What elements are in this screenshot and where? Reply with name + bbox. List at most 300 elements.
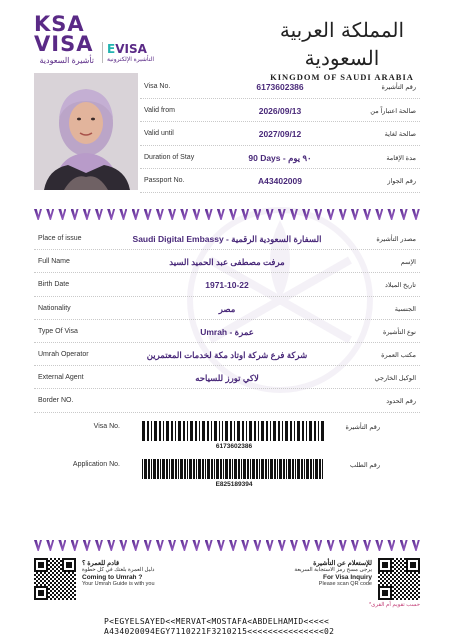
qr-module	[38, 582, 40, 584]
qr-module	[414, 592, 416, 594]
visa-inquiry-qr-code[interactable]	[378, 558, 420, 600]
qr-module	[44, 572, 46, 574]
visa-footer	[34, 554, 420, 606]
qr-module	[398, 564, 400, 566]
qr-module	[382, 576, 384, 578]
field-value: 2027/09/12	[258, 129, 302, 139]
qr-module	[396, 558, 398, 560]
qr-module	[418, 572, 420, 574]
qr-module	[398, 584, 400, 586]
qr-module	[400, 598, 402, 600]
qr-module	[50, 594, 52, 596]
qr-module	[52, 560, 54, 562]
portrait-image	[34, 73, 138, 190]
barcode-number: 6173602386	[215, 443, 253, 450]
qr-module	[60, 560, 62, 562]
visa-header	[0, 0, 452, 82]
qr-module	[404, 586, 406, 588]
qr-module	[56, 580, 58, 582]
qr-module	[386, 576, 388, 578]
qr-module	[48, 568, 50, 570]
qr-module	[402, 596, 404, 598]
qr-module	[50, 582, 52, 584]
qr-module	[396, 586, 398, 588]
qr-code-icon	[34, 558, 76, 600]
barcode-gap	[323, 459, 324, 479]
qr-module	[410, 592, 412, 594]
qr-module	[398, 588, 400, 590]
qr-module	[52, 576, 54, 578]
qr-module	[398, 576, 400, 578]
qr-module	[62, 574, 64, 576]
qr-module	[52, 584, 54, 586]
qr-module	[410, 588, 412, 590]
qr-module	[62, 586, 64, 588]
chevron-mark	[95, 209, 103, 220]
qr-module	[50, 570, 52, 572]
chevron-mark	[71, 540, 79, 551]
chevron-divider-bottom	[34, 540, 420, 552]
qr-module	[60, 584, 62, 586]
qr-module	[54, 594, 56, 596]
barcode-label-arabic: رقم التأشيرة	[345, 424, 380, 431]
qr-module	[378, 580, 380, 582]
qr-module	[414, 596, 416, 598]
qr-module	[52, 592, 54, 594]
qr-module	[392, 566, 394, 568]
visa-inquiry-title-ar: للإستعلام عن التأشيرة	[313, 560, 372, 567]
qr-module	[68, 576, 70, 578]
qr-module	[56, 592, 58, 594]
qr-module	[74, 578, 76, 580]
qr-module	[40, 576, 42, 578]
field-value: A43402009	[258, 176, 302, 186]
qr-module	[406, 596, 408, 598]
qr-module	[416, 582, 418, 584]
qr-module	[66, 562, 72, 568]
secondary-fields	[34, 227, 420, 413]
chevron-mark	[363, 540, 371, 551]
qr-module	[54, 558, 56, 560]
qr-module	[72, 572, 74, 574]
qr-module	[396, 598, 398, 600]
qr-module	[412, 594, 414, 596]
qr-module	[414, 580, 416, 582]
qr-module	[394, 592, 396, 594]
visa-barcode	[142, 421, 326, 441]
chevron-mark	[71, 209, 79, 220]
qr-module	[394, 588, 396, 590]
qr-module	[408, 586, 410, 588]
qr-module	[48, 576, 50, 578]
chevron-mark	[144, 540, 152, 551]
qr-module	[58, 586, 60, 588]
field-row-valid-until	[140, 122, 420, 146]
chevron-mark	[351, 540, 359, 551]
qr-module	[404, 598, 406, 600]
field-label: Nationality	[38, 304, 71, 312]
field-label: Full Name	[38, 258, 70, 266]
qr-module	[48, 580, 50, 582]
qr-module	[50, 586, 52, 588]
chevron-mark	[83, 540, 91, 551]
qr-module	[70, 594, 72, 596]
qr-module	[378, 576, 380, 578]
qr-module	[74, 598, 76, 600]
field-value: شركة فرع شركة اوتاد مكة لخدمات المعتمرين	[146, 349, 308, 360]
qr-module	[72, 576, 74, 578]
qr-module	[396, 574, 398, 576]
qr-module	[398, 596, 400, 598]
barcode-label: Visa No.	[93, 423, 120, 430]
qr-module	[72, 580, 74, 582]
qr-module	[392, 582, 394, 584]
qr-module	[70, 590, 72, 592]
qr-module	[60, 564, 62, 566]
field-label: Duration of Stay	[144, 153, 195, 161]
qr-module	[402, 592, 404, 594]
qr-module	[400, 578, 402, 580]
visa-inquiry-sub-ar: يرجى مسح رمز الاستجابة السريعة	[294, 567, 372, 573]
field-label-arabic: رقم التأشيرة	[381, 84, 416, 91]
qr-module	[418, 580, 420, 582]
qr-module	[42, 578, 44, 580]
visa-inquiry-title-en: For Visa Inquiry	[322, 574, 372, 581]
qr-module	[60, 588, 62, 590]
qr-module	[410, 572, 412, 574]
qr-module	[408, 598, 410, 600]
umrah-guide-sub-ar: دليل العمرة بلغتك في كل خطوة	[82, 567, 155, 573]
mrz-line-1: P<EGYELSAYED<<MERVAT<MOSTAFA<ABDELHAMID<<<<<	[104, 617, 330, 626]
qr-module	[66, 598, 68, 600]
qr-module	[392, 574, 394, 576]
qr-module	[62, 590, 64, 592]
qr-module	[398, 580, 400, 582]
qr-module	[404, 570, 406, 572]
qr-module	[382, 580, 384, 582]
kingdom-arabic-title: المملكة العربية السعودية	[279, 18, 405, 70]
qr-module	[404, 574, 406, 576]
chevron-mark	[217, 540, 225, 551]
qr-module	[52, 564, 54, 566]
qr-module	[392, 562, 394, 564]
qr-module	[58, 578, 60, 580]
application-barcode-block	[70, 459, 390, 495]
qr-module	[52, 572, 54, 574]
qr-module	[60, 576, 62, 578]
qr-module	[394, 596, 396, 598]
chevron-mark	[192, 540, 200, 551]
field-label: Valid until	[144, 130, 174, 137]
umrah-guide-sub-en: Your Umrah Guide is with you	[82, 581, 155, 587]
qr-module	[408, 594, 410, 596]
qr-module	[416, 574, 418, 576]
chevron-mark	[156, 540, 164, 551]
qr-module	[56, 572, 58, 574]
qr-module	[56, 568, 58, 570]
field-value: Umrah - عمرة	[200, 326, 254, 337]
evisa-logo-arabic: التأشيرة الإلكترونية	[107, 57, 155, 63]
qr-module	[62, 578, 64, 580]
qr-module	[404, 582, 406, 584]
qr-module	[38, 574, 40, 576]
qr-module	[392, 570, 394, 572]
chevron-mark	[290, 540, 298, 551]
qr-module	[74, 590, 76, 592]
qr-module	[50, 598, 52, 600]
qr-module	[414, 572, 416, 574]
holder-photo	[34, 73, 138, 190]
qr-module	[68, 588, 70, 590]
qr-module	[400, 566, 402, 568]
field-label-arabic: نوع التأشيرة	[383, 328, 416, 336]
field-label-arabic: الوكيل الخارجي	[374, 375, 416, 383]
chevron-mark	[119, 540, 127, 551]
mrz-line-2: A434020094EGY7110221F3210215<<<<<<<<<<<<<<<02	[104, 627, 335, 636]
qr-module	[46, 574, 48, 576]
qr-module	[404, 578, 406, 580]
qr-module	[58, 590, 60, 592]
qr-module	[380, 582, 382, 584]
qr-module	[44, 580, 46, 582]
field-label-arabic: الإسم	[400, 259, 416, 267]
chevron-mark	[241, 540, 249, 551]
barcode-number: E825189394	[215, 481, 253, 488]
qr-module	[410, 580, 412, 582]
qr-module	[52, 596, 54, 598]
qr-module	[70, 578, 72, 580]
visa-inquiry-text	[294, 560, 372, 588]
qr-module	[392, 590, 394, 592]
qr-module	[388, 578, 390, 580]
field-label: External Agent	[38, 374, 84, 382]
umrah-guide-qr-code[interactable]	[34, 558, 76, 600]
qr-module	[68, 572, 70, 574]
qr-module	[70, 598, 72, 600]
qr-module	[402, 572, 404, 574]
qr-module	[54, 578, 56, 580]
qr-module	[34, 578, 36, 580]
field-label-arabic: صالحة لغاية	[384, 131, 416, 138]
qr-module	[52, 580, 54, 582]
qr-module	[416, 578, 418, 580]
chevron-mark	[83, 209, 91, 220]
qr-module	[56, 584, 58, 586]
chevron-mark	[302, 540, 310, 551]
qr-module	[396, 566, 398, 568]
field-value: 6173602386	[256, 82, 304, 92]
field-label: Border NO.	[38, 397, 74, 405]
umrah-guide-text	[82, 560, 155, 588]
chevron-mark	[58, 540, 66, 551]
field-label-arabic: رقم الجواز	[387, 178, 416, 185]
qr-module	[386, 572, 388, 574]
qr-module	[408, 590, 410, 592]
qr-module	[68, 580, 70, 582]
qr-module	[58, 566, 60, 568]
qr-module	[68, 592, 70, 594]
field-value: 1971-10-22	[205, 280, 249, 291]
qr-module	[50, 562, 52, 564]
qr-module	[412, 590, 414, 592]
qr-module	[410, 584, 412, 586]
qr-module	[394, 580, 396, 582]
qr-module	[38, 562, 44, 568]
qr-module	[414, 576, 416, 578]
qr-module	[72, 584, 74, 586]
chevron-mark	[314, 540, 322, 551]
qr-module	[48, 572, 50, 574]
qr-module	[386, 584, 388, 586]
qr-module	[382, 572, 384, 574]
qr-module	[386, 580, 388, 582]
qr-module	[378, 584, 380, 586]
qr-module	[44, 584, 46, 586]
qr-module	[410, 596, 412, 598]
qr-module	[416, 594, 418, 596]
qr-module	[50, 558, 52, 560]
qr-module	[36, 580, 38, 582]
field-row-external-agent	[34, 366, 420, 389]
qr-module	[400, 586, 402, 588]
qr-module	[58, 558, 60, 560]
qr-module	[392, 598, 394, 600]
evisa-logo-e: E	[107, 42, 116, 56]
qr-module	[72, 592, 74, 594]
qr-module	[46, 582, 48, 584]
qr-module	[70, 586, 72, 588]
qr-module	[54, 562, 56, 564]
qr-module	[396, 594, 398, 596]
qr-module	[74, 594, 76, 596]
chevron-mark	[46, 209, 54, 220]
chevron-mark	[107, 540, 115, 551]
chevron-mark	[205, 540, 213, 551]
field-row-nationality	[34, 297, 420, 320]
qr-module	[392, 578, 394, 580]
qr-module	[382, 590, 388, 596]
qr-module	[388, 582, 390, 584]
chevron-mark	[180, 540, 188, 551]
qr-module	[398, 568, 400, 570]
qr-module	[48, 588, 50, 590]
chevron-mark	[266, 540, 274, 551]
qr-module	[412, 582, 414, 584]
field-label: Valid from	[144, 106, 175, 114]
qr-module	[396, 590, 398, 592]
chevron-mark	[278, 540, 286, 551]
qr-module	[382, 562, 388, 568]
chevron-mark	[412, 209, 420, 220]
qr-module	[404, 590, 406, 592]
qr-module	[48, 596, 50, 598]
qr-module	[66, 586, 68, 588]
field-row-passport-no	[140, 169, 420, 193]
qr-module	[416, 598, 418, 600]
machine-readable-zone	[104, 617, 334, 637]
primary-fields	[140, 75, 420, 193]
qr-module	[60, 580, 62, 582]
chevron-mark	[327, 540, 335, 551]
field-value: مرفت مصطفى عبد الحميد السيد	[169, 257, 285, 268]
qr-module	[400, 562, 402, 564]
qr-module	[412, 598, 414, 600]
qr-module	[60, 592, 62, 594]
qr-module	[70, 574, 72, 576]
kingdom-emblem	[262, 16, 422, 82]
qr-module	[408, 582, 410, 584]
qr-module	[418, 592, 420, 594]
qr-module	[402, 584, 404, 586]
qr-module	[402, 580, 404, 582]
visa-inquiry-sub-en: Please scan QR code	[318, 581, 372, 587]
chevron-mark	[46, 540, 54, 551]
field-value: مصر	[218, 303, 236, 314]
field-label: Umrah Operator	[38, 350, 89, 358]
field-label: Passport No.	[144, 177, 185, 184]
qr-module	[56, 596, 58, 598]
qr-module	[66, 594, 68, 596]
qr-module	[406, 584, 408, 586]
qr-module	[412, 574, 414, 576]
qr-module	[50, 574, 52, 576]
chevron-mark	[400, 540, 408, 551]
qr-module	[58, 562, 60, 564]
qr-module	[58, 570, 60, 572]
qr-module	[60, 572, 62, 574]
qr-module	[406, 588, 408, 590]
qr-module	[58, 582, 60, 584]
qr-module	[38, 578, 40, 580]
qr-module	[380, 574, 382, 576]
qr-module	[62, 598, 64, 600]
qr-module	[68, 596, 70, 598]
kingdom-english-title: KINGDOM OF SAUDI ARABIA	[270, 72, 414, 82]
application-barcode	[142, 459, 326, 479]
field-label-arabic: الجنسية	[394, 305, 416, 313]
chevron-mark	[168, 540, 176, 551]
qr-module	[42, 574, 44, 576]
qr-module	[38, 590, 44, 596]
qr-module	[58, 594, 60, 596]
qr-module	[66, 590, 68, 592]
qr-module	[390, 580, 392, 582]
field-row-border-no	[34, 389, 420, 412]
field-row-full-name	[34, 250, 420, 273]
qr-module	[400, 558, 402, 560]
barcode-label-arabic: رقم الطلب	[349, 462, 380, 469]
qr-module	[36, 576, 38, 578]
qr-module	[398, 592, 400, 594]
chevron-mark	[253, 540, 261, 551]
qr-module	[52, 588, 54, 590]
qr-module	[50, 590, 52, 592]
chevron-mark	[95, 540, 103, 551]
qr-module	[396, 570, 398, 572]
qr-module	[64, 592, 66, 594]
qr-module	[40, 584, 42, 586]
qr-module	[410, 562, 416, 568]
qr-module	[384, 574, 386, 576]
qr-module	[64, 588, 66, 590]
qr-module	[394, 576, 396, 578]
qr-module	[48, 592, 50, 594]
qr-module	[384, 578, 386, 580]
qr-module	[58, 598, 60, 600]
field-label: Visa No.	[144, 83, 171, 90]
ksa-logo-arabic: تأشيرة السعودية	[39, 56, 94, 65]
qr-module	[402, 568, 404, 570]
